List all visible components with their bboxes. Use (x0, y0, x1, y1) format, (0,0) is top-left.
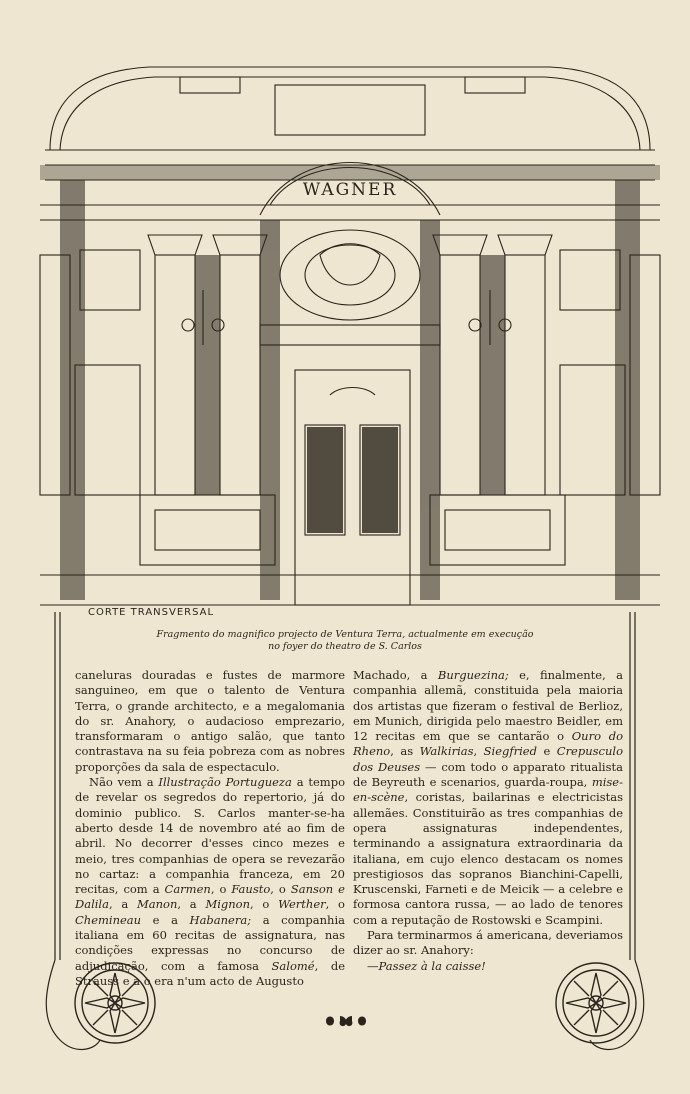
right-medallion-icon (556, 963, 636, 1043)
fleuron-icon (322, 1012, 370, 1030)
architecture-drawing (30, 55, 670, 615)
text-column-left (75, 668, 345, 989)
caption-line-2: no foyer do theatro de S. Carlos (268, 641, 422, 652)
foyer-illustration (30, 55, 670, 615)
paragraph: Não vem a Illustração Portugueza a tempo de revelar os segredos do repertorio, já do dominio publico. S. Carlos manter-se-ha aberto desde 14 de novembro até ao fim de abril. No decorrer d'esses cinco mezes e meio, tres companhias de opera se revezarão no cartaz: a companhia franceza, em 20 recitas, com a Carmen, o Fausto, o Sanson e Dalila, a Manon, a Mignon, o Werther, o Chemineau e a Habanera; a companhia italiana em 60 recitas de assignatura, nas condições expressas no concurso de adjudicação, com a famosa Salomé, de Strauss e a o era n'um acto de Augusto (75, 775, 345, 988)
paragraph: Para terminarmos á americana, deveriamos dizer ao sr. Anahory: (353, 928, 623, 958)
paragraph: caneluras douradas e fustes de marmore sanguineo, em que o talento de Ventura Terra, o grande architecto, e a megalomania do sr. Anahory, o audacioso emprezario, transformaram o antigo salão, que tanto contrastava na su feia pobreza com as nobres proporções da sala de espectaculo. (75, 668, 345, 774)
paragraph: Machado, a Burguezina; e, finalmente, a companhia allemã, constituida pela maioria dos artistas que fizeram o festival de Berlioz, em Munich, dirigida pelo maestro Beidler, em 12 recitas em que se cantarão o Ouro do Rheno, as Walkirias, Siegfried e Crepusculo dos Deuses — com todo o apparato ritualista de Beyreuth e scenarios, guarda-roupa, mise-en-scène, coristas, bailarinas e electricistas allemães. Constituirão as tres companhias de opera assignaturas independentes, terminando a assignatura extraordinaria da italiana, em cujo elenco destacam os nomes prestigiosos das sopranos Bianchini-Capelli, Kruscenski, Farneti e de Meicik — a celebre e formosa cantora russa, — ao lado de tenores com a reputação de Rostowski e Scampini. (353, 668, 623, 927)
closing-line: —Passez à la caisse! (367, 958, 486, 973)
caption-line-1: Fragmento do magnifico projecto de Ventura Terra, actualmente em execução (156, 629, 534, 640)
section-label: CORTE TRANSVERSAL (88, 607, 215, 618)
text-column-right (353, 668, 623, 974)
wagner-sign: WAGNER (302, 180, 398, 200)
